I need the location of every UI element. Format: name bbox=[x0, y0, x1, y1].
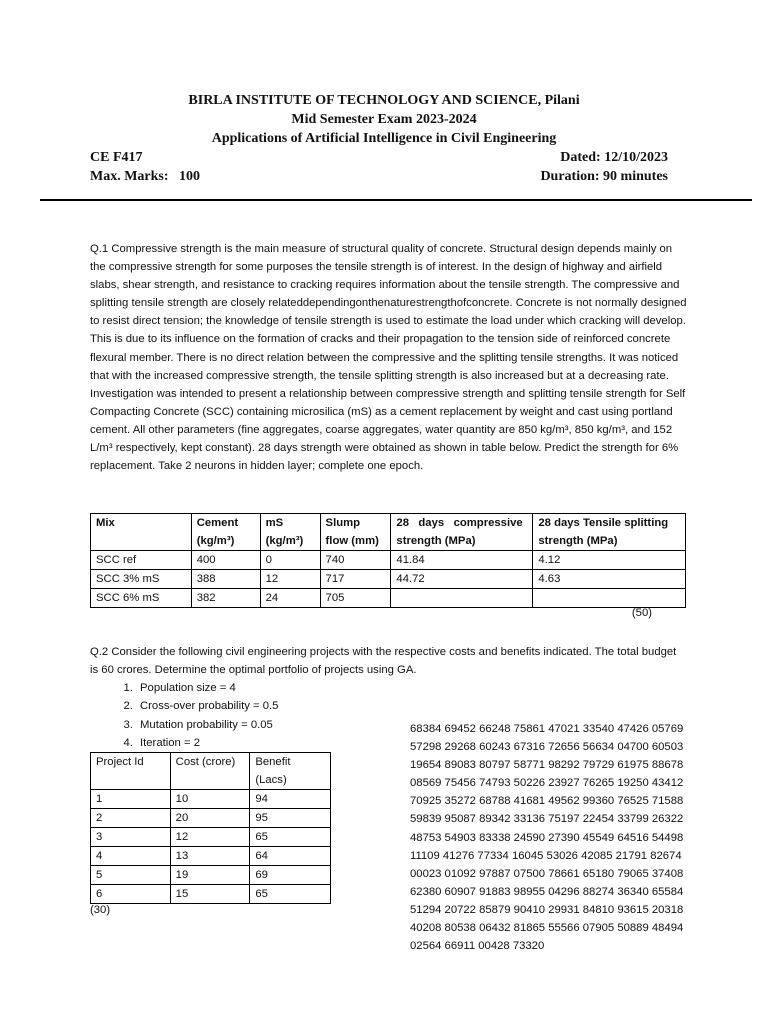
list-item: 4. Iteration = 2 bbox=[136, 734, 278, 752]
ga-parameters-list bbox=[90, 679, 278, 753]
column-header: mS (kg/m³) bbox=[260, 514, 320, 551]
random-numbers-line: 11109 41276 77334 16045 53026 42085 21791 82674 bbox=[410, 849, 682, 862]
question-2-text: Q.2 Consider the following civil engineering projects with the respective costs and benefits indicated. The total budget is 60 crores. Determine the optimal portfolio of projects using GA. bbox=[90, 646, 677, 677]
header-divider bbox=[40, 199, 752, 201]
table-row: SCC ref 400 0 740 41.84 4.12 bbox=[91, 551, 686, 570]
list-item: 2. Cross-over probability = 0.5 bbox=[136, 697, 278, 715]
table-row: SCC 3% mS 388 12 717 44.72 4.63 bbox=[91, 570, 686, 589]
table-row: 5 19 69 bbox=[91, 866, 331, 885]
table-row: 6 15 65 bbox=[91, 885, 331, 904]
table-row: 4 13 64 bbox=[91, 847, 331, 866]
random-numbers-line: 59839 95087 89342 33136 75197 22454 33799 26322 bbox=[410, 813, 684, 826]
mix-design-table bbox=[90, 513, 686, 608]
random-numbers-line: 62380 60907 91883 98955 04296 88274 36340 65584 bbox=[410, 885, 684, 898]
column-header: Slump flow (mm) bbox=[320, 514, 391, 551]
table-row: 3 12 65 bbox=[91, 828, 331, 847]
table-header-row bbox=[91, 514, 686, 551]
list-item: 3. Mutation probability = 0.05 bbox=[136, 716, 278, 734]
institute-name: BIRLA INSTITUTE OF TECHNOLOGY AND SCIENCE, Pilani bbox=[188, 93, 580, 108]
random-numbers-line: 51294 20722 85879 90410 29931 84810 93615 20318 bbox=[410, 903, 684, 916]
projects-table bbox=[90, 752, 331, 904]
random-numbers-line: 02564 66911 00428 73320 bbox=[410, 940, 545, 953]
column-header: Mix bbox=[91, 514, 192, 551]
random-numbers-line: 40208 80538 06432 81865 55566 07905 50889 48494 bbox=[410, 922, 684, 935]
random-numbers-line: 00023 01092 97887 07500 78661 65180 79065 37408 bbox=[410, 867, 684, 880]
random-numbers-line: 68384 69452 66248 75861 47021 33540 47426 05769 bbox=[410, 723, 684, 735]
table-row: 2 20 95 bbox=[91, 809, 331, 828]
list-item: 1. Population size = 4 bbox=[136, 679, 278, 697]
random-numbers-line: 57298 29268 60243 67316 72656 56634 04700 60503 bbox=[410, 741, 684, 754]
question-2-marks: (30) bbox=[90, 904, 111, 916]
course-code: CE F417 bbox=[90, 150, 143, 165]
random-numbers-line: 48753 54903 83338 24590 27390 45549 64516 54498 bbox=[410, 831, 684, 844]
exam-duration: Duration: 90 minutes bbox=[540, 169, 668, 184]
table-row: 1 10 94 bbox=[91, 790, 331, 809]
column-header: 28 days compressive strength (MPa) bbox=[391, 514, 533, 551]
column-header: Cost (crore) bbox=[170, 753, 250, 790]
course-title: Applications of Artificial Intelligence in Civil Engineering bbox=[211, 131, 557, 146]
table-header-row bbox=[91, 753, 331, 790]
column-header: Project Id bbox=[91, 753, 171, 790]
random-numbers-line: 08569 75456 74793 50226 23927 76265 19250 43412 bbox=[410, 777, 684, 790]
column-header: Benefit (Lacs) bbox=[250, 753, 331, 790]
question-1-text: Q.1 Compressive strength is the main measure of structural quality of concrete. Structural design depends mainly on the compressive strength for some purposes the tensile strength is of interest. In the design of highway and airfield slabs, shear strength, and resistance to cracking requires information about the tensile strength. The compressive and splitting tensile strength are closely relateddependingonthenaturestrengthofconcrete. Concrete is not normally designed to resist direct tension; the knowledge of tensile strength is used to estimate the load under which cracking will develop. This is due to its influence on the formation of cracks and their propagation to the tension side of reinforced concrete flexural member. There is no direct relation between the compressive and the splitting tensile strengths. It was noticed that with the increased compressive strength, the tensile splitting strength is also increased but at a decreasing rate. Investigation was intended to present a relationship between compressive strength and splitting tensile strength for Self Compacting Concrete (SCC) containing microsilica (mS) as a cement replacement by weight and cast using portland cement. All other parameters (fine aggregates, coarse aggregates, water quantity are 850 kg/m³, 850 kg/m³, and 152 L/m³ respectively, kept constant). 28 days strength were obtained as shown in table below. Predict the strength for 6% replacement. Take 2 neurons in hidden layer; complete one epoch. bbox=[90, 243, 687, 473]
column-header: Cement (kg/m³) bbox=[191, 514, 260, 551]
random-numbers-line: 70925 35272 68788 41681 49562 99360 76525 71588 bbox=[410, 795, 684, 808]
table-row: SCC 6% mS 382 24 705 bbox=[91, 589, 686, 608]
column-header: 28 days Tensile splitting strength (MPa) bbox=[533, 514, 686, 551]
random-numbers-block bbox=[410, 720, 710, 955]
question-1-marks: (50) bbox=[631, 607, 652, 619]
max-marks: Max. Marks: 100 bbox=[90, 169, 201, 184]
random-numbers-line: 19654 89083 80797 58771 98292 79729 61975 88678 bbox=[410, 759, 684, 772]
exam-name: Mid Semester Exam 2023-2024 bbox=[291, 112, 477, 127]
exam-date: Dated: 12/10/2023 bbox=[560, 150, 668, 165]
